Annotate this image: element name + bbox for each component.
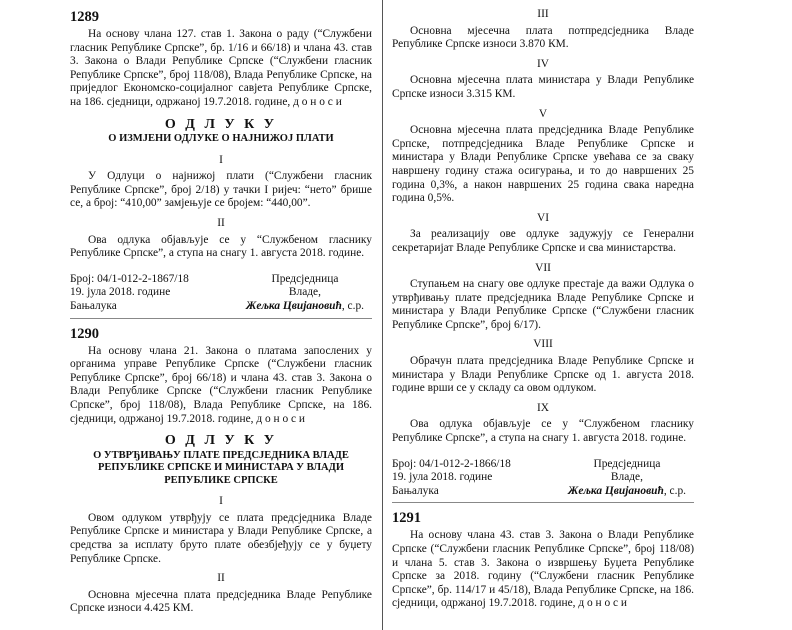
preamble: На основу члана 21. Закона о платама запослених у органима управе Републике Српске (“Службени гласник Републике Српске”, број 66/18) и члана 43. став 3. Закона о Влади Републике Српске (“Службени гласник Републике Српске”, број 118/08), Влада Републике Српске, на 186. сједници, одржаној 19.7.2018. године, д о н о с и <box>70 344 372 425</box>
signature-place: Бањалука <box>70 300 117 312</box>
section-numeral: V <box>538 107 548 120</box>
section-text: Основна мјесечна плата предсједника Владе Републике Српске, потпредсједника Владе Републике Српске и министара у Влади Републике Српске увећава се за сваку навршену годину стажа осигурања, и то до навршених 25 година 0,3%, а након навршених 25 година свака наредна година 0,5%. <box>392 124 694 205</box>
decision-1291 <box>392 509 694 611</box>
decision-1289 <box>70 8 372 314</box>
signature-date: 19. јула 2018. године <box>392 471 493 484</box>
section-numeral: IX <box>536 401 550 414</box>
section-text: Основна мјесечна плата министара у Влади Републике Српске износи 3.315 КМ. <box>392 74 694 100</box>
decision-title: О Д Л У К У <box>164 433 278 449</box>
section-text: За реализацију ове одлуке задужују се Генерални секретаријат Владе Републике Српске и сва министарства. <box>392 228 694 254</box>
section-text: Обрачун плата предсједника Владе Републике Српске и министара у Влади Републике Српске од 1. августа 2018. године врши се у складу са овом одлуком. <box>392 355 694 395</box>
decision-number: 1291 <box>392 510 421 527</box>
section-numeral: I <box>219 153 223 166</box>
section-separator <box>70 318 372 319</box>
section-text: Основна мјесечна плата предсједника Владе Републике Српске износи 4.425 КМ. <box>70 588 372 615</box>
signature-place: Бањалука <box>392 484 439 497</box>
section-text: Ова одлука објављује се у “Службеном гласнику Републике Српске”, а ступа на снагу 1. августа 2018. године. <box>392 418 694 445</box>
section-numeral: I <box>219 495 223 508</box>
reference-number: Број: 04/1-012-2-1867/18 <box>70 272 189 285</box>
signature-block <box>392 458 694 499</box>
signatory-body: Владе, <box>610 471 643 484</box>
section-numeral: II <box>217 217 225 230</box>
section-text: Основна мјесечна плата потпредсједника Владе Републике Српске износи 3.870 КМ. <box>392 24 694 51</box>
section-text: Ступањем на снагу ове одлуке престаје да важи Одлука о утврђивању плате предсједника Владе Републике Српске и министара у Влади Републике Српске (“Службени гласник Републике Српске”, број 6/17). <box>392 278 694 331</box>
section-numeral: VI <box>536 211 550 224</box>
section-numeral: IV <box>536 57 550 70</box>
decision-number: 1289 <box>70 9 99 25</box>
decision-subtitle: О ИЗМЈЕНИ ОДЛУКЕ О НАЈНИЖОЈ ПЛАТИ <box>108 133 334 145</box>
decision-1290 <box>70 325 372 616</box>
section-text: Овом одлуком утврђују се плата предсједника Владе Републике Српске и министара у Влади Републике Српске, а средства за исплату бруто плате обезбјеђују се у буџету Републике Српске. <box>70 511 372 565</box>
preamble: На основу члана 43. став 3. Закона о Влади Републике Српске (“Службени гласник Републике Српске”, број 118/08) и члана 5. став 3. Закона о извршењу Буџета Републике Српске за 2018. годину (“Службени гласник Републике Српске”, бр. 114/17 и 45/18), Влада Републике Српске, на 186. сједници, одржаној 19.7.2018. године, д о н о с и <box>392 529 694 610</box>
column-divider <box>382 0 383 630</box>
signature-block <box>70 273 372 314</box>
section-numeral: VIII <box>533 338 553 351</box>
signatory-body: Владе, <box>288 286 321 299</box>
signature-date: 19. јула 2018. године <box>70 286 171 299</box>
left-column <box>70 8 372 616</box>
signatory-role: Предсједница <box>271 272 339 285</box>
section-text: Ова одлука објављује се у “Службеном гласнику Републике Српске”, а ступа на снагу 1. августа 2018. године. <box>70 233 372 260</box>
signatory-suffix: , с.р. <box>663 484 686 497</box>
decision-1290-continued <box>392 8 694 498</box>
preamble: На основу члана 127. став 1. Закона о раду (“Службени гласник Републике Српске”, бр. 1/16 и 66/18) и члана 43. став 3. Закона о Влади Републике Српске (“Службени гласник Републике Српске”, број 118/08), Влада Републике Српске, на приједлог Економско-социјалног савјета Републике Српске, на 186. сједници, одржаној 19.7.2018. године, д о н о с и <box>70 28 372 108</box>
section-separator <box>392 502 694 503</box>
decision-number: 1290 <box>70 325 99 342</box>
section-numeral: VII <box>535 261 551 274</box>
signatory-name: Жељка Цвијановић <box>567 484 664 497</box>
decision-title: О Д Л У К У <box>164 116 278 132</box>
decision-subtitle: О УТВРЂИВАЊУ ПЛАТЕ ПРЕДСЈЕДНИКА ВЛАДЕ РЕПУБЛИКЕ СРПСКЕ И МИНИСТАРА У ВЛАДИ РЕПУБЛИКЕ СРПСКЕ <box>93 449 349 486</box>
section-text: У Одлуци о најнижој плати (“Службени гласник Републике Српске”, број 2/18) у тачки I ријеч: “нето” брише се, а број: “410,00” замјењује се бројем: “440,00”. <box>70 170 372 210</box>
right-column <box>392 8 694 611</box>
reference-number: Број: 04/1-012-2-1866/18 <box>392 457 511 470</box>
section-numeral: III <box>537 8 549 20</box>
signatory-suffix: , с.р. <box>341 300 364 312</box>
signatory-name: Жељка Цвијановић <box>245 300 342 312</box>
section-numeral: II <box>217 572 225 585</box>
signatory-role: Предсједница <box>593 457 661 470</box>
